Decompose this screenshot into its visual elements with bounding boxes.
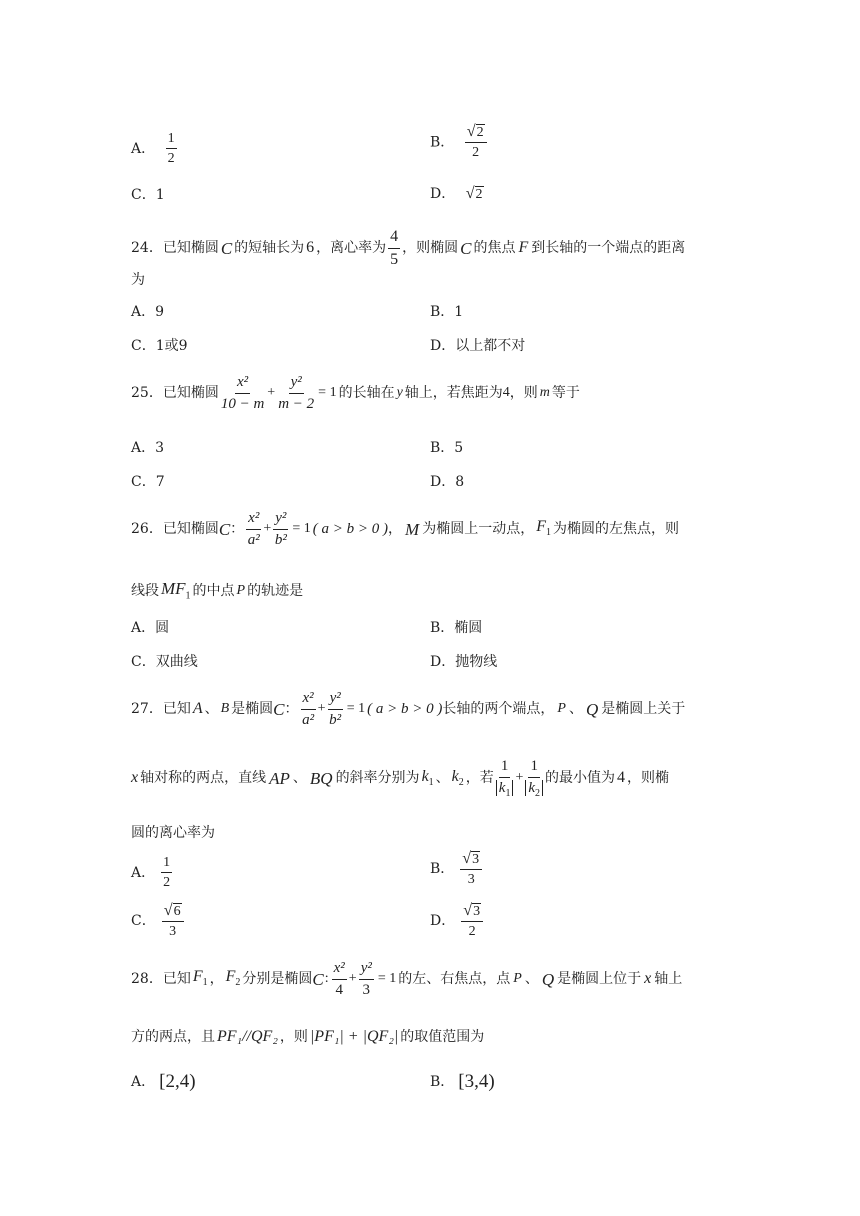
symbol-k1	[422, 769, 434, 788]
subscript: 1	[202, 977, 208, 989]
symbol-letter: F	[225, 968, 236, 986]
text: 的左、右焦点，点	[398, 971, 511, 987]
option-label: D．	[430, 186, 456, 202]
symbol: P	[236, 582, 246, 598]
text: ，则椭	[627, 770, 670, 787]
option-label: C．	[131, 913, 156, 930]
subscript: 1	[545, 527, 551, 539]
text: 轴对称的两点，直线	[140, 770, 267, 787]
numerator: y²	[359, 960, 374, 980]
equals: = 1	[346, 701, 366, 716]
plus-sign: +	[515, 770, 524, 786]
symbol: C	[273, 699, 285, 719]
text: 、	[568, 701, 583, 717]
denominator: 3	[362, 981, 371, 998]
denominator: 2	[468, 924, 476, 940]
sqrt: √ 6	[163, 902, 181, 919]
numerator: y²	[328, 690, 343, 710]
text: 的斜率分别为	[335, 770, 420, 787]
numerator	[465, 124, 487, 143]
plus-sign: +	[267, 385, 276, 400]
fraction	[278, 374, 314, 412]
subscript: 1	[428, 776, 434, 788]
q27-option-d	[430, 903, 485, 940]
sqrt: √ 3	[463, 902, 481, 919]
text: ，离心率为	[316, 240, 387, 257]
denominator: a²	[247, 531, 260, 548]
question-25	[131, 374, 580, 412]
option-label: B．	[430, 1073, 455, 1090]
fraction	[166, 131, 177, 167]
text: ：	[230, 521, 245, 537]
equals: = 1	[377, 971, 397, 986]
question-number: 24．	[131, 240, 163, 257]
prev-option-b	[430, 124, 489, 161]
symbol: Q	[541, 969, 555, 989]
symbol: C	[220, 238, 233, 258]
fraction	[221, 374, 264, 412]
fraction	[460, 851, 482, 888]
text: 的长轴在	[338, 385, 395, 401]
fraction	[246, 510, 261, 548]
numerator: 4	[388, 228, 400, 249]
numerator: 1	[528, 758, 540, 778]
q25-option-a: A．3	[131, 440, 165, 456]
question-26	[131, 510, 679, 548]
option-value: [2,4)	[159, 1071, 196, 1092]
text: 的轨迹是	[247, 582, 304, 599]
symbol: F	[518, 239, 529, 257]
numerator: x²	[246, 510, 261, 530]
q28-option-a	[131, 1072, 196, 1091]
text: 、	[204, 701, 219, 717]
symbol-f1	[536, 519, 551, 538]
text: 、	[524, 971, 539, 987]
text: ：	[284, 701, 299, 717]
q25-option-d: D．8	[430, 474, 465, 490]
symbol: A	[192, 700, 203, 717]
denominator: 2	[167, 151, 175, 167]
question-24-line2: 为	[131, 272, 145, 288]
text: 线段	[131, 582, 159, 599]
subscript: 1	[505, 787, 511, 799]
fraction	[461, 903, 483, 940]
sqrt: √ 3	[462, 850, 480, 867]
symbol: AP	[269, 768, 290, 788]
q24-option-b: B．1	[430, 304, 464, 320]
symbol-mf1	[161, 580, 191, 601]
symbol: C	[460, 238, 472, 258]
option-value: [3,4)	[458, 1071, 495, 1092]
numerator	[162, 903, 184, 922]
text: 方的两点，且	[131, 1029, 215, 1045]
denominator: b²	[274, 531, 287, 548]
number: 4	[617, 769, 626, 787]
symbol: m	[539, 385, 550, 400]
symbol: Q	[585, 699, 599, 719]
colon: :	[324, 971, 329, 986]
q26-option-d: D．抛物线	[430, 654, 498, 670]
question-28-line2	[131, 1029, 484, 1045]
sqrt: √ 2	[465, 185, 483, 202]
text: ，则	[509, 385, 538, 401]
prev-option-c: C．1	[131, 187, 165, 203]
subscript: 2	[235, 977, 241, 989]
q27-option-b	[430, 851, 484, 888]
option-label: B．	[430, 134, 455, 151]
q24-option-a: A．9	[131, 304, 165, 320]
fraction	[388, 228, 400, 268]
number: 6	[306, 239, 315, 257]
denominator	[496, 778, 514, 799]
subscript: 1	[185, 590, 191, 602]
q27-option-a	[131, 855, 174, 891]
text: ，	[209, 971, 224, 987]
text: 、	[292, 770, 307, 787]
symbol: P	[557, 701, 566, 716]
number: 4	[502, 385, 510, 400]
symbol-letter: k	[528, 779, 536, 796]
denominator: 3	[169, 924, 177, 940]
text: 是椭圆	[231, 701, 274, 717]
fraction	[273, 510, 288, 548]
text: 到长轴的一个端点的距离	[531, 240, 686, 257]
symbol-letter: F	[536, 518, 546, 536]
text: ，则椭圆	[402, 240, 459, 257]
numerator: x²	[301, 690, 316, 710]
denominator: a²	[302, 711, 315, 728]
question-26-line2	[131, 580, 303, 601]
text: 长轴的两个端点，	[442, 701, 555, 717]
plus-sign: +	[263, 521, 272, 536]
equals: = 1	[292, 521, 311, 536]
denominator: b²	[329, 711, 342, 728]
denominator: 4	[335, 981, 343, 998]
fraction	[496, 758, 514, 799]
text: ，若	[465, 770, 494, 787]
option-label: A．	[131, 140, 156, 157]
fraction	[525, 758, 543, 799]
text: 的焦点	[473, 240, 516, 257]
text: 已知	[162, 701, 191, 717]
symbol: C	[218, 519, 231, 539]
question-28	[131, 960, 682, 998]
symbol-k2	[452, 769, 464, 788]
symbol: x	[131, 769, 139, 787]
q26-option-b: B．椭圆	[430, 620, 483, 636]
symbol-letter: k	[451, 767, 459, 785]
symbol: P	[513, 971, 522, 986]
plus-sign: +	[317, 701, 326, 716]
question-27	[131, 690, 685, 728]
plus-sign: +	[348, 971, 357, 986]
text: 已知椭圆	[162, 240, 219, 257]
denominator: 2	[163, 875, 171, 891]
q25-option-c: C．7	[131, 474, 165, 490]
fraction	[162, 903, 184, 940]
numerator: x²	[235, 374, 250, 394]
symbol-letter: k	[421, 767, 429, 785]
option-label: A．	[131, 1073, 156, 1090]
option-label: B．	[430, 861, 455, 878]
symbol: B	[220, 701, 230, 716]
denominator	[525, 778, 543, 799]
text: 轴上，若焦距为	[404, 385, 503, 401]
symbol-letter: MF	[161, 579, 186, 598]
q24-option-d: D．以上都不对	[430, 338, 526, 354]
numerator: 1	[161, 855, 172, 873]
denominator: 3	[467, 872, 475, 888]
question-number: 27．	[131, 701, 163, 717]
symbol-letter: F	[192, 968, 203, 986]
numerator: 1	[499, 758, 511, 778]
symbol: x	[644, 970, 652, 987]
option-label: D．	[430, 913, 456, 930]
denominator: 2	[472, 145, 480, 161]
q28-option-b	[430, 1072, 495, 1091]
symbol: C	[312, 969, 324, 989]
symbol-f2	[226, 969, 241, 988]
text: 的最小值为	[545, 770, 616, 787]
q27-option-c	[131, 903, 186, 940]
text: 已知	[162, 971, 191, 987]
fraction	[301, 690, 316, 728]
q25-option-b: B．5	[430, 440, 464, 456]
text: ，	[388, 521, 403, 537]
numerator: 1	[166, 131, 177, 149]
q26-option-c: C．双曲线	[131, 654, 198, 670]
question-27-line3: 圆的离心率为	[131, 825, 215, 841]
text: 、	[435, 770, 450, 787]
text: 是椭圆上关于	[601, 701, 686, 717]
numerator: y²	[289, 374, 304, 394]
text: 分别是椭圆	[242, 971, 313, 987]
text: 为椭圆的左焦点，则	[552, 521, 679, 537]
subscript: 2	[458, 776, 464, 788]
q24-option-c: C．1或9	[131, 338, 188, 354]
sqrt: √ 2	[466, 123, 484, 140]
denominator: 5	[390, 250, 399, 268]
text: 轴上	[654, 971, 683, 987]
question-27-line2	[131, 758, 669, 799]
fraction	[359, 960, 374, 998]
symbol: BQ	[309, 768, 333, 788]
symbol-f1	[193, 969, 208, 988]
fraction	[332, 960, 347, 998]
question-number: 26．	[131, 521, 163, 537]
text: 的中点	[192, 582, 235, 599]
sum-expression: |PF₁| + |QF₂|	[309, 1028, 399, 1045]
question-24	[131, 228, 685, 268]
abs-k2	[525, 779, 543, 799]
question-number: 28．	[131, 971, 163, 987]
numerator	[461, 903, 483, 922]
parallel-expression: PF₁//QF₂	[217, 1028, 278, 1045]
numerator: y²	[273, 510, 288, 530]
numerator	[460, 851, 482, 870]
condition: ( a > b > 0 )	[367, 700, 443, 717]
fraction	[161, 855, 172, 891]
numerator: x²	[332, 960, 347, 980]
q26-option-a: A．圆	[131, 620, 170, 636]
equals: = 1	[318, 385, 337, 400]
option-label: A．	[131, 864, 156, 881]
abs-k1	[496, 779, 514, 799]
text: 已知椭圆	[162, 385, 219, 401]
subscript: 2	[535, 787, 541, 799]
denominator: 10 − m	[220, 395, 265, 412]
fraction	[465, 124, 487, 161]
text: 等于	[551, 385, 580, 401]
text: 的取值范围为	[400, 1029, 485, 1045]
text: 为椭圆上一动点，	[422, 521, 535, 537]
text: 的短轴长为	[234, 240, 305, 257]
text: 已知椭圆	[162, 521, 219, 537]
symbol: y	[396, 385, 403, 400]
question-number: 25．	[131, 385, 163, 401]
prev-option-a	[131, 131, 179, 167]
prev-option-d	[430, 186, 484, 202]
denominator: m − 2	[278, 395, 315, 412]
symbol: M	[405, 519, 420, 539]
condition: ( a > b > 0 )	[312, 520, 389, 537]
text: ，则	[279, 1029, 308, 1045]
symbol-letter: k	[498, 779, 506, 796]
text: 是椭圆上位于	[557, 971, 642, 987]
fraction	[328, 690, 343, 728]
